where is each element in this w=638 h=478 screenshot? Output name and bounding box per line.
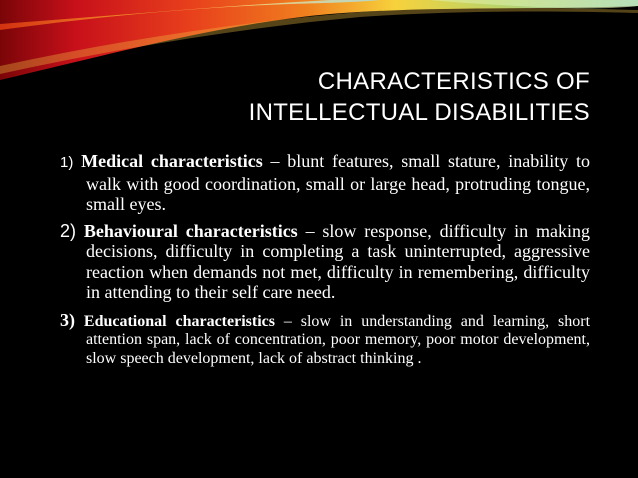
list-item-medical [60, 151, 590, 215]
list-item-behavioural [60, 221, 590, 303]
item-heading: Medical characteristics [81, 151, 263, 171]
item-number: 2) [60, 220, 77, 241]
list-item-educational [60, 311, 590, 369]
item-heading: Behavioural characteristics [83, 220, 298, 241]
title-line-2: INTELLECTUAL DISABILITIES [248, 99, 590, 126]
item-text: – blunt features, small stature, inability to walk with good coordination, small or large head, protruding tongue, small eyes. [86, 151, 591, 214]
item-heading: Educational characteristics [83, 312, 275, 330]
slide-title [170, 66, 590, 128]
item-number: 1) [60, 154, 74, 171]
title-line-1: CHARACTERISTICS OF [317, 68, 590, 95]
item-text: – slow in understanding and learning, short attention span, lack of concentration, poor memory, poor motor development, slow speech development, lack of abstract thinking . [86, 312, 591, 367]
item-number: 3) [60, 309, 75, 330]
item-text: – slow response, difficulty in making decisions, difficulty in completing a task uninterrupted, aggressive reaction when demands not met, difficulty in remembering, difficulty in attending to their self care need. [86, 220, 590, 302]
characteristics-list [60, 151, 590, 368]
